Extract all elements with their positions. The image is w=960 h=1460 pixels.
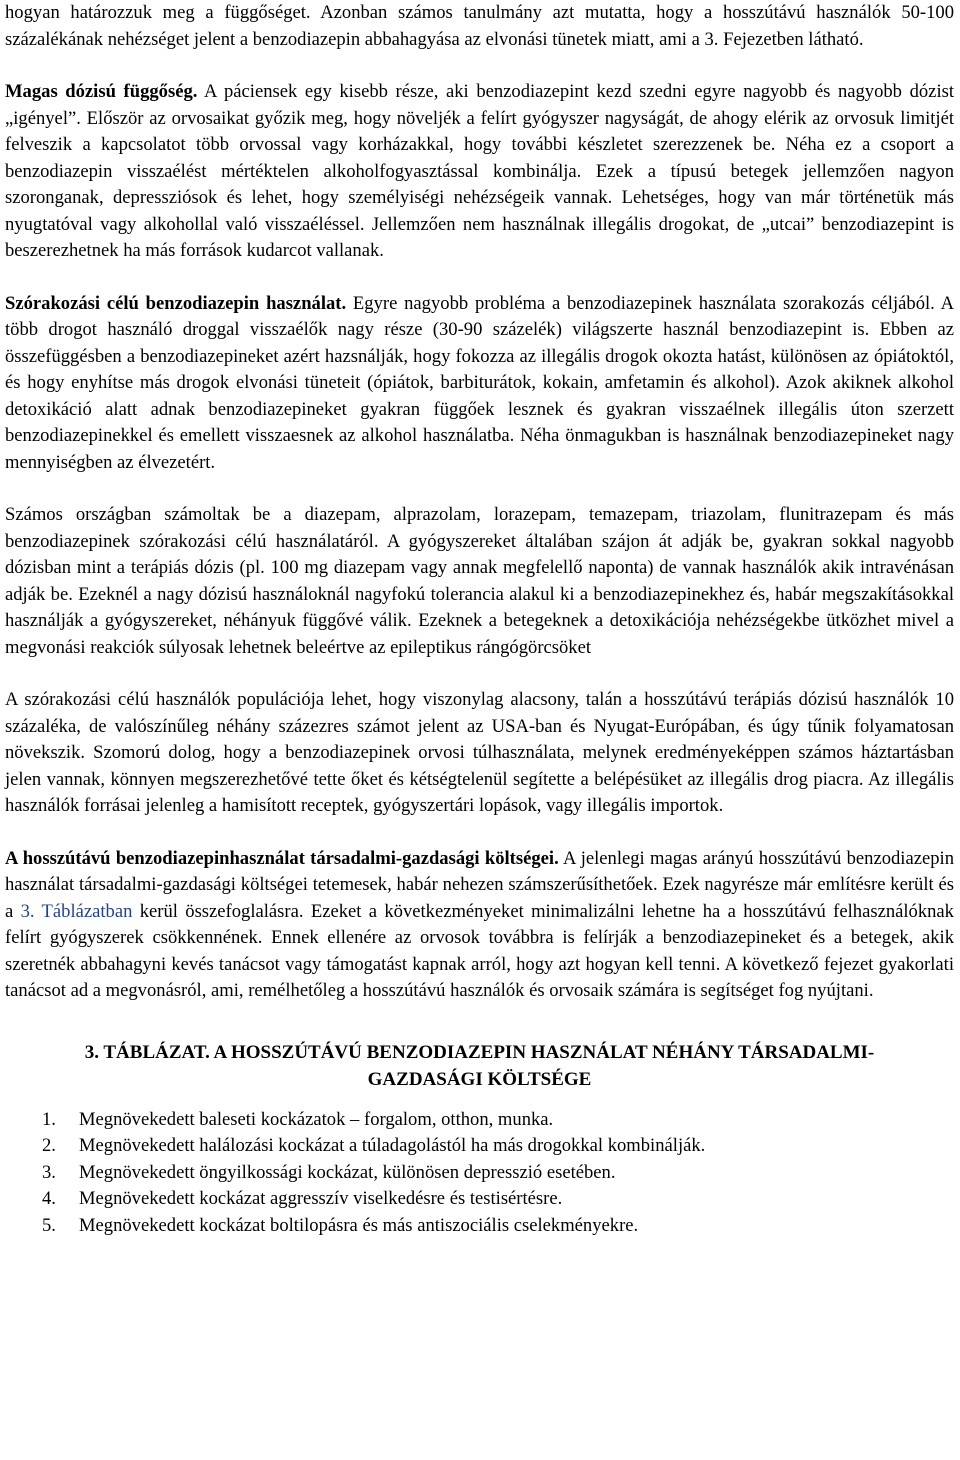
list-item <box>5 1213 954 1240</box>
list-item-number: 2. <box>42 1135 56 1156</box>
paragraph-text: A páciensek egy kisebb része, aki benzodiazepint kezd szedni egyre nagyobb és nagyobb dózist „igényel”. Először az orvosaikat győzik meg, hogy növeljék a felírt gyógyszer nagyságát, de ahogy elérik az orvosuk limitjét felveszik a kapcsolatot több orvossal vagy korházakkal, hogy további készletet szerezzenek be. Néha ez a csoport a benzodiazepin visszaélést mértéktelen alkoholfogyasztással kombinálja. Ezek a típusú betegek jellemzően nagyon szoronganak, depressziósok és lehet, hogy személyiségi nehézségeik vannak. Lehetséges, hogy van már történetük más nyugtatóval vagy alkohollal való visszaéléssel. Jellemzően nem használnak illegális drogokat, de „utcai” benzodiazepint is beszerezhetnek ha más források kudarcot vallanak. <box>5 81 955 261</box>
paragraph-text: Egyre nagyobb probléma a benzodiazepinek használata szorakozás céljából. A több drogot használó droggal visszaélők nagy része (30-90 százelék) világszerte használ benzodiazepint is. Ebben az összefüggésben a benzodiazepineket azért hazsnálják, hogy fokozza az illegális drogok okozta hatást, különösen az ópiátoktól, és hogy enyhítse más drogok elvonási tüneteit (ópiátok, barbiturátok, kokain, amfetamin és alkohol). Azok akiknek alkohol detoxikáció alatt adnak benzodiazepineket gyakran függőek lesznek és gyakran visszaélnek illegális úton szerzett benzodiazepinekkel és emellett visszaesnek az alkohol használatba. Néha önmagukban is használnak benzodiazepineket nagy mennyiségben az élvezetért. <box>5 292 954 473</box>
table-title: 3. TÁBLÁZAT. A HOSSZÚTÁVÚ BENZODIAZEPIN HASZNÁLAT NÉHÁNY TÁRSADALMI-GAZDASÁGI KÖLTSÉGE <box>84 1041 875 1090</box>
list-item <box>5 1160 954 1187</box>
paragraph-socioeconomic-costs <box>5 846 954 1005</box>
list-item-text: Megnövekedett baleseti kockázatok – forgalom, otthon, munka. <box>79 1108 554 1130</box>
list-item-text: Megnövekedett kockázat boltilopásra és más antiszociális cselekményekre. <box>79 1214 639 1236</box>
list-item <box>5 1186 954 1213</box>
paragraph-text: A szórakozási célú használók populációja lehet, hogy viszonylag alacsony, talán a hosszútávú terápiás dózisú használók 10 százaléka, de valószínűleg néhány százezres számot jelent az USA-ban és Nyugat-Európában, és úgy tűnik folyamatosan növekszik. Szomorú dolog, hogy a benzodiazepinek orvosi túlhasználata, melynek eredményeképpen számos háztartásban jelen vannak, könnyen megszerezhetővé tette őket és kétségtelenül segítette a belépésüket az illegális drog piacra. Az illegális használók forrásai jelenleg a hamisított receptek, gyógyszertári lopások, vagy illegális importok. <box>5 689 954 816</box>
paragraph-population <box>5 687 954 820</box>
list-item <box>5 1107 954 1134</box>
paragraph-recreational-use <box>5 291 954 477</box>
list-item-text: Megnövekedett kockázat aggresszív viselkedésre és testisértésre. <box>79 1188 563 1209</box>
list-item-text: Megnövekedett öngyilkossági kockázat, különösen depresszió esetében. <box>79 1161 616 1183</box>
list-item-number: 3. <box>42 1161 56 1183</box>
paragraph-heading: Magas dózisú függőség. <box>5 81 198 102</box>
list-item-number: 4. <box>42 1188 56 1209</box>
cost-list <box>5 1107 954 1240</box>
paragraph-text: hogyan határozzuk meg a függőséget. Azonban számos tanulmány azt mutatta, hogy a hosszútávú használók 50-100 százalékának nehézséget jelent a benzodiazepin abbahagyása az elvonási tünetek miatt, ami a 3. Fejezetben látható. <box>5 2 954 50</box>
paragraph-intro <box>5 0 954 53</box>
paragraph-high-dose-dependence <box>5 79 954 265</box>
list-item <box>5 1133 954 1160</box>
table-reference-link[interactable]: 3. Táblázatban <box>20 900 133 922</box>
paragraph-text: A jelenlegi magas arányú hosszútávú benzodiazepin használat társadalmi-gazdasági költségei tetemesek, habár nehezen számszerűsíthetőek. Ezek nagyrésze már említésre került és a <box>5 847 954 922</box>
list-item-number: 5. <box>42 1214 56 1236</box>
paragraph-countries <box>5 502 954 661</box>
paragraph-text: kerül összefoglalásra. Ezeket a következményeket minimalizálni lehetne ha a hosszútávú felhasználóknak felírt gyógyszerek csökkennének. Ennek ellenére az orvosok továbbra is felírják a benzodiazepineket és a betegek, akik szeretnék abbahagyni kevés tanácsot vagy támogatást kapnak arról, hogy azt hogyan kell tenni. A következő fejezet gyakorlati tanácsot ad a megvonásról, ami, remélhetőleg a hosszútávú használók és orvosaik számára is segítséget fog nyújtani. <box>5 900 954 1001</box>
list-item-text: Megnövekedett halálozási kockázat a túladagolástól ha más drogokkal kombinálják. <box>79 1135 706 1156</box>
list-item-number: 1. <box>42 1108 56 1130</box>
paragraph-heading: Szórakozási célú benzodiazepin használat. <box>5 292 347 314</box>
paragraph-text: Számos országban számoltak be a diazepam, alprazolam, lorazepam, temazepam, triazolam, flunitrazepam és más benzodiazepinek szórakozási célú használatáról. A gyógyszereket általában szájon át adják be, gyakran sokkal nagyobb dózisban mint a terápiás dózis (pl. 100 mg diazepam vagy annak megfelellő naponta) de vannak használók akik intravénásan adják be. Ezeknél a nagy dózisú használoknál nagyfokú tolerancia alakul ki a benzodiazepinekhez és, habár megszakításokkal használják a gyógyszereket, néhányuk függővé válik. Ezeknek a betegeknek a detoxikációja nehézségekbe ütközhet mivel a megvonási reakciók súlyosak lehetnek beleértve az epileptikus rángógörcsöket <box>5 504 954 658</box>
paragraph-heading: A hosszútávú benzodiazepinhasználat társadalmi-gazdasági költségei. <box>5 847 559 869</box>
